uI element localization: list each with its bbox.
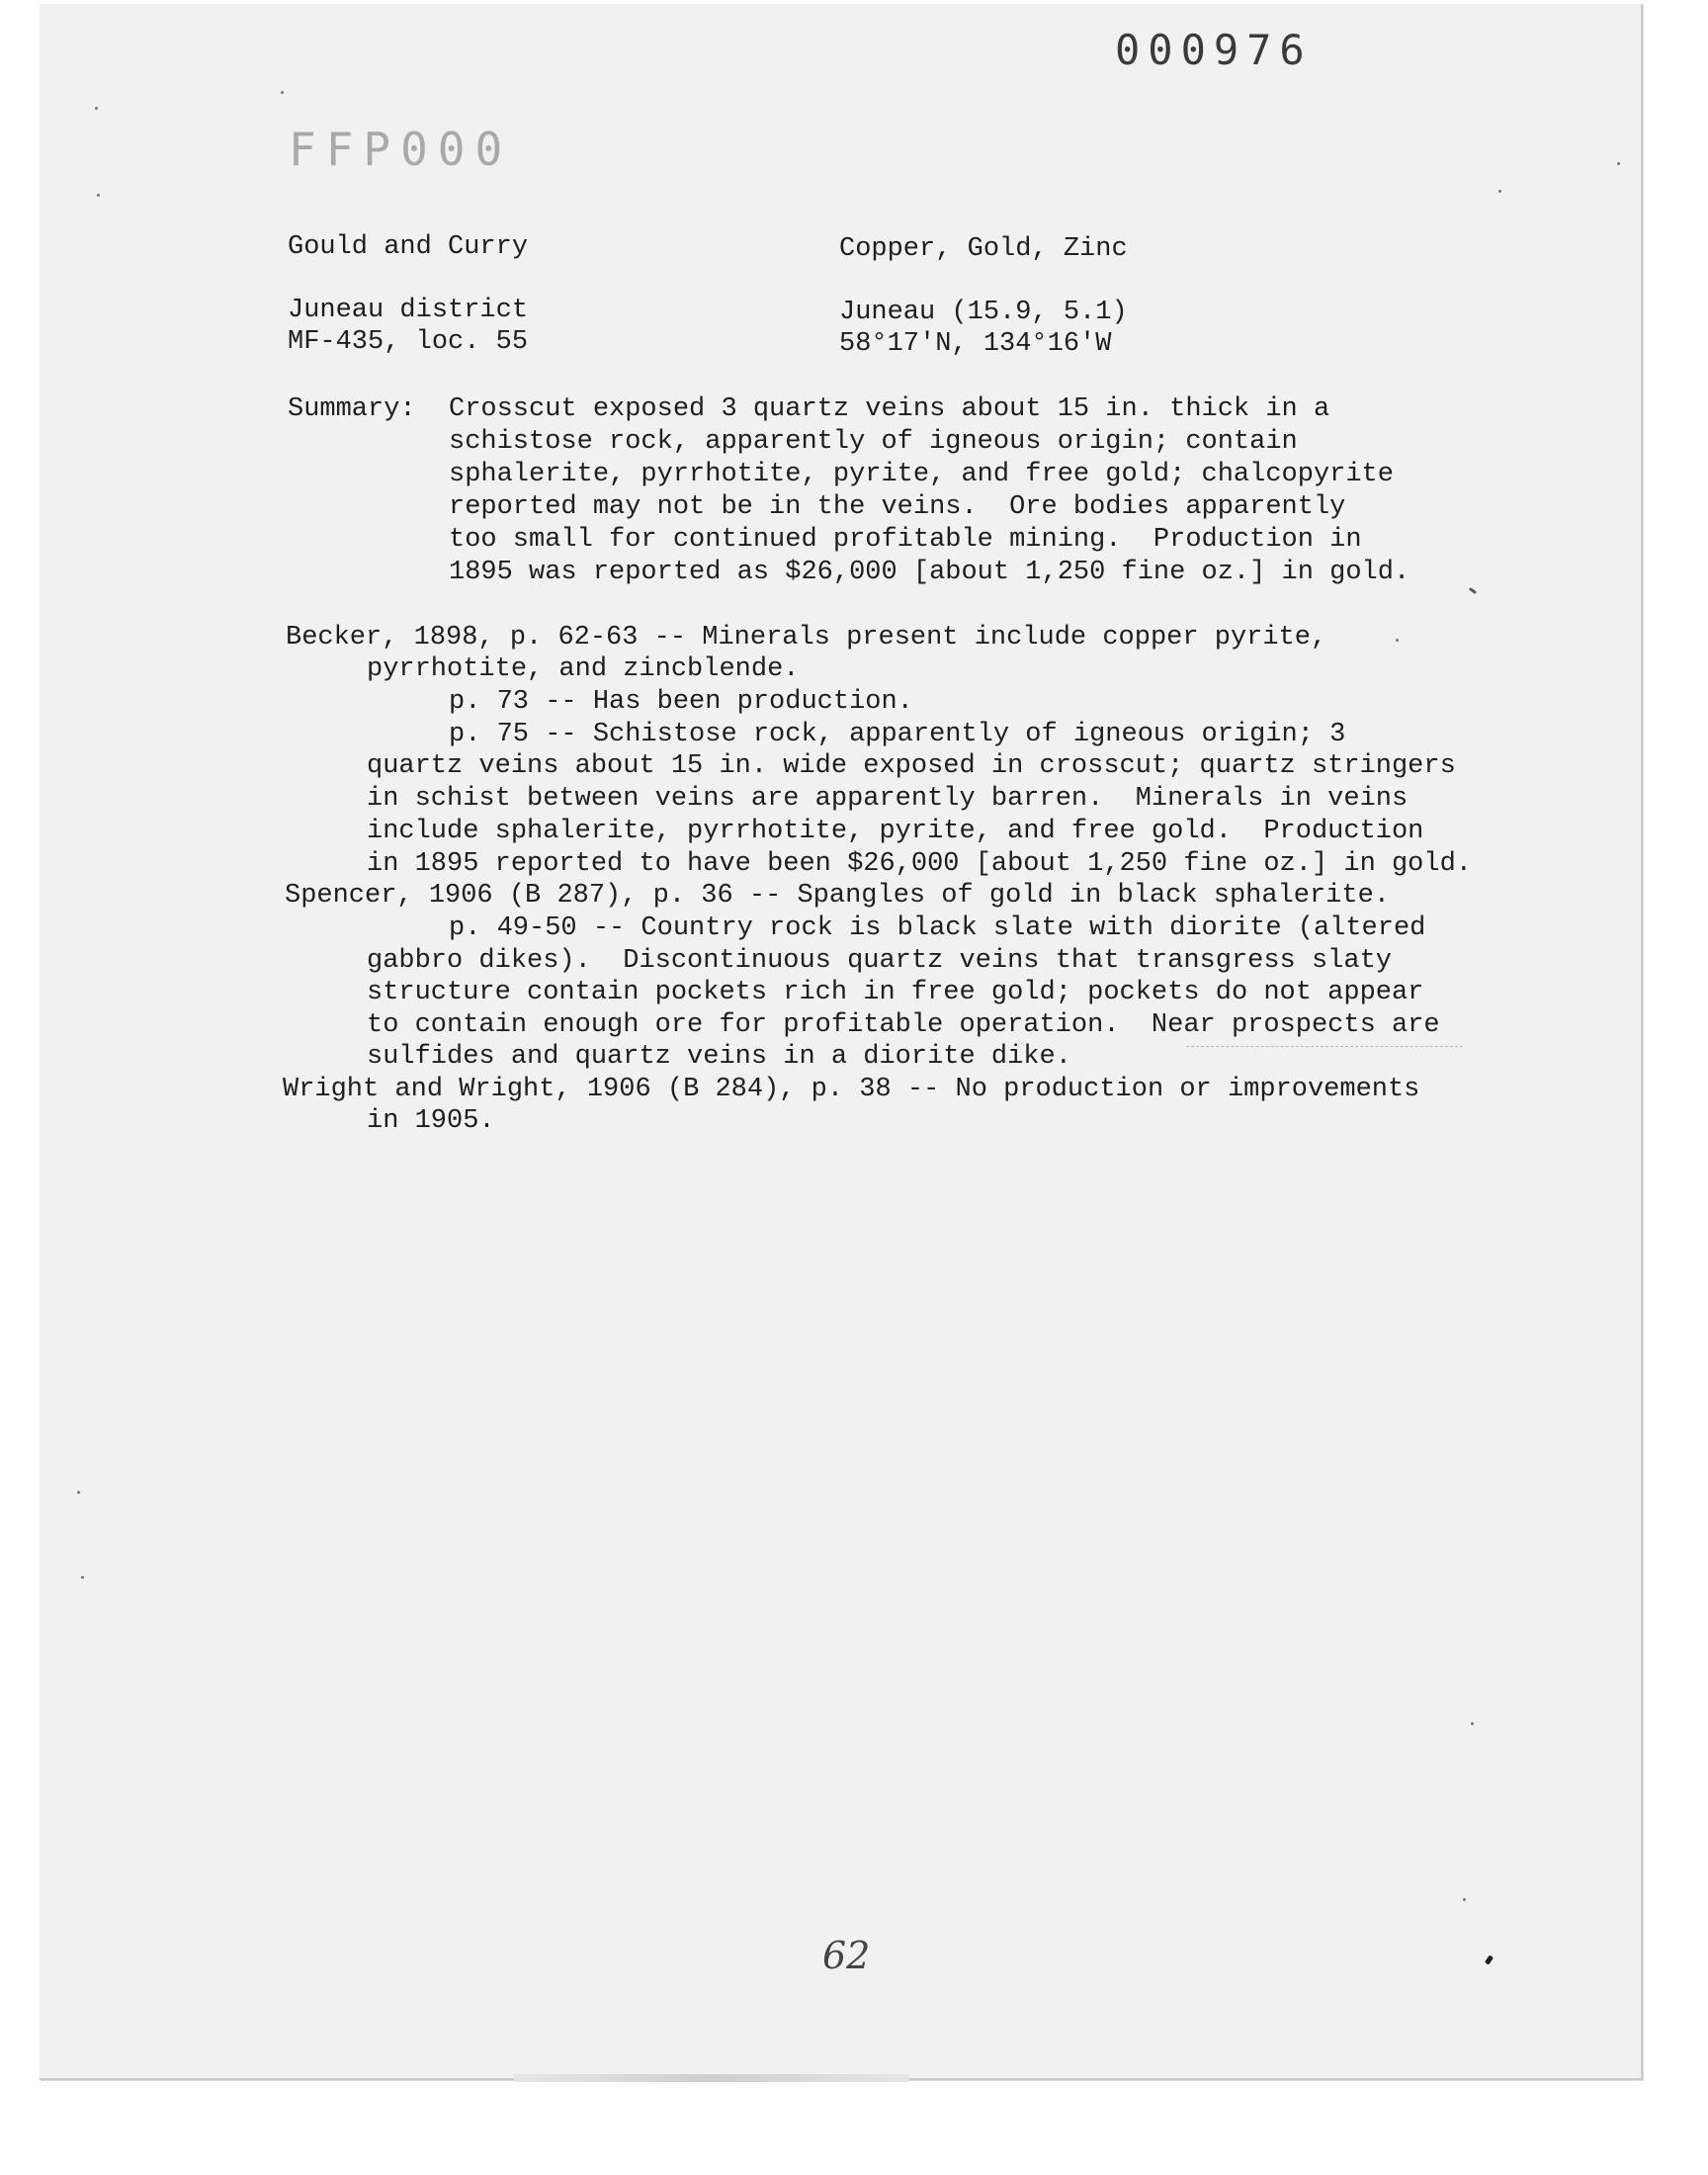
- scan-edge: [514, 2074, 909, 2082]
- scan-speck: [1471, 1722, 1474, 1725]
- summary-line: sphalerite, pyrrhotite, pyrite, and free gold; chalcopyrite: [449, 460, 1394, 489]
- reference-line: p. 49-50 -- Country rock is black slate with diorite (altered: [449, 914, 1426, 943]
- reference-line: Spencer, 1906 (B 287), p. 36 -- Spangles of gold in black sphalerite.: [285, 881, 1390, 911]
- reference-line: quartz veins about 15 in. wide exposed in crosscut; quartz stringers: [367, 751, 1456, 781]
- reference-line: in 1905.: [367, 1106, 495, 1136]
- summary-label: Summary:: [288, 394, 416, 424]
- summary-line: schistose rock, apparently of igneous origin; contain: [449, 427, 1298, 457]
- reference-line: to contain enough ore for profitable operation. Near prospects are: [367, 1010, 1440, 1040]
- stamp-number-faded: FFP000: [289, 123, 513, 176]
- reference-line: p. 75 -- Schistose rock, apparently of igneous origin; 3: [449, 720, 1346, 749]
- coordinates: 58°17'N, 134°16'W: [839, 329, 1112, 359]
- reference-line: gabbro dikes). Discontinuous quartz veins that transgress slaty: [367, 946, 1392, 976]
- reference-line: in 1895 reported to have been $26,000 [about 1,250 fine oz.] in gold.: [367, 849, 1472, 879]
- reference-line: in schist between veins are apparently barren. Minerals in veins: [367, 784, 1409, 814]
- quadrangle: Juneau (15.9, 5.1): [839, 298, 1128, 327]
- scan-speck: [1396, 639, 1399, 642]
- commodities: Copper, Gold, Zinc: [839, 234, 1128, 264]
- scan-speck: [77, 1491, 80, 1494]
- reference-line: Wright and Wright, 1906 (B 284), p. 38 -- No production or improvements: [283, 1075, 1420, 1104]
- page-number: 62: [822, 1934, 871, 1977]
- summary-line: 1895 was reported as $26,000 [about 1,250 fine oz.] in gold.: [449, 558, 1410, 587]
- scan-speck: [1463, 1898, 1466, 1901]
- reference-line: p. 73 -- Has been production.: [449, 687, 913, 717]
- summary-line: Crosscut exposed 3 quartz veins about 15 in. thick in a: [449, 394, 1330, 424]
- reference-line: structure contain pockets rich in free gold; pockets do not appear: [367, 978, 1424, 1007]
- reference-line: include sphalerite, pyrrhotite, pyrite, and free gold. Production: [367, 817, 1424, 846]
- reference-line: pyrrhotite, and zincblende.: [367, 654, 800, 684]
- scan-speck: [281, 91, 284, 94]
- scan-speck: [81, 1576, 84, 1579]
- map-reference: MF-435, loc. 55: [288, 327, 529, 357]
- scan-speck: [1498, 190, 1501, 193]
- property-name: Gould and Curry: [288, 232, 529, 262]
- scan-speck: [1617, 162, 1620, 165]
- scan-speck: [95, 107, 98, 110]
- district: Juneau district: [288, 296, 529, 325]
- reference-line: sulfides and quartz veins in a diorite dike.: [367, 1042, 1071, 1072]
- pencil-underline: [1186, 1046, 1463, 1047]
- scan-speck: [97, 194, 100, 197]
- reference-line: Becker, 1898, p. 62-63 -- Minerals present include copper pyrite,: [286, 623, 1327, 652]
- summary-line: too small for continued profitable mining. Production in: [449, 525, 1362, 555]
- stamp-number-top: 000976: [1115, 26, 1313, 74]
- summary-line: reported may not be in the veins. Ore bodies apparently: [449, 492, 1346, 522]
